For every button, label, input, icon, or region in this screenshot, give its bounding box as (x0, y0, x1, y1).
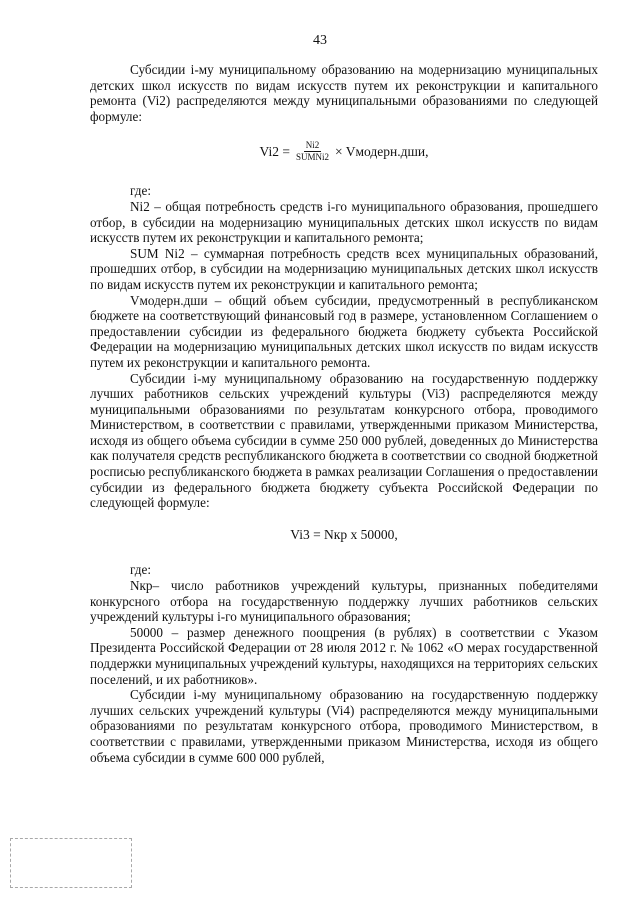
formula-vi3: Vi3 = Nкр х 50000, (290, 526, 398, 542)
definition-sum-ni2: SUM Ni2 – суммарная потребность средств всех муниципальных образований, прошедших отбор, в субсидии на модернизацию муниципальных детских школ искусств по видам искусств путем их реконструкции и капитального ремонта; (90, 245, 598, 292)
definition-ni2: Ni2 – общая потребность средств i-го муниципального образования, прошедшего отбор, в субсидии на модернизацию муниципальных детских школ искусств по видам искусств путем их реконструкции и капитального ремонта; (90, 198, 598, 246)
formula-vi2 (90, 140, 598, 163)
formula-vi2-rhs: × Vмодерн.дши, (334, 144, 429, 160)
formula-vi2-denominator: SUMNi2 (295, 152, 329, 163)
paragraph-subsidy-institutions: Субсидии i-му муниципальному образованию на государственную поддержку лучших сельских учреждений культуры (Vi4) распределяются между муниципальными образованиями по результатам конкурсного отбора, проводимого Министерством, в соответствии с правилами, утвержденными приказом Министерства, исходя из общего объема субсидии в сумме 600 000 рублей, (90, 687, 598, 765)
paragraph-subsidy-workers: Субсидии i-му муниципальному образованию на государственную поддержку лучших работников сельских учреждений культуры (Vi3) распределяются между муниципальными образованиями по результатам конкурсного отбора, проводимого Министерством, в соответствии с правилами, утвержденными приказом Министерства, исходя из общего объема субсидии в сумме 250 000 рублей, доведенных до Министерства как получателя средств республиканского бюджета в соответствии со сводной бюджетной росписью республиканского бюджета в рамках реализации Соглашения о предоставлении субсидии из федерального бюджета бюджету субъекта Российской Федерации по следующей формуле: (90, 370, 598, 511)
formula-vi2-lhs: Vi2 = (259, 144, 290, 160)
definition-vmodern: Vмодерн.дши – общий объем субсидии, предусмотренный в республиканском бюджете на соответствующий финансовый год в размере, установленном Соглашением о предоставлении субсидии из федерального бюджета бюджету субъекта Российской Федерации на модернизацию муниципальных детских школ искусств по видам искусств путем их реконструкции и капитального ремонта. (90, 292, 598, 370)
document-body (90, 62, 598, 765)
definition-50000: 50000 – размер денежного поощрения (в рублях) в соответствии с Указом Президента Российской Федерации от 28 июля 2012 г. № 1062 «О мерах государственной поддержки муниципальных учреждений культуры, находящихся на территориях сельских поселений, и их работников». (90, 624, 598, 687)
definition-nkr: Nкр– число работников учреждений культуры, признанных победителями конкурсного отбора на государственную поддержку лучших работников сельских учреждений культуры i-го муниципального образования; (90, 578, 598, 625)
formula-vi2-numerator: Ni2 (305, 140, 320, 151)
where-label-2: где: (130, 562, 151, 578)
stamp-watermark (10, 838, 132, 888)
paragraph-subsidy-modernization: Субсидии i-му муниципальному образованию на модернизацию муниципальных детских школ искусств по видам искусств путем их реконструкции и капитального ремонта (Vi2) распределяются между муниципальными образованиями по следующей формуле: (90, 62, 598, 124)
where-label: где: (130, 183, 151, 199)
page-number: 43 (313, 33, 327, 48)
formula-vi2-fraction (294, 140, 331, 163)
